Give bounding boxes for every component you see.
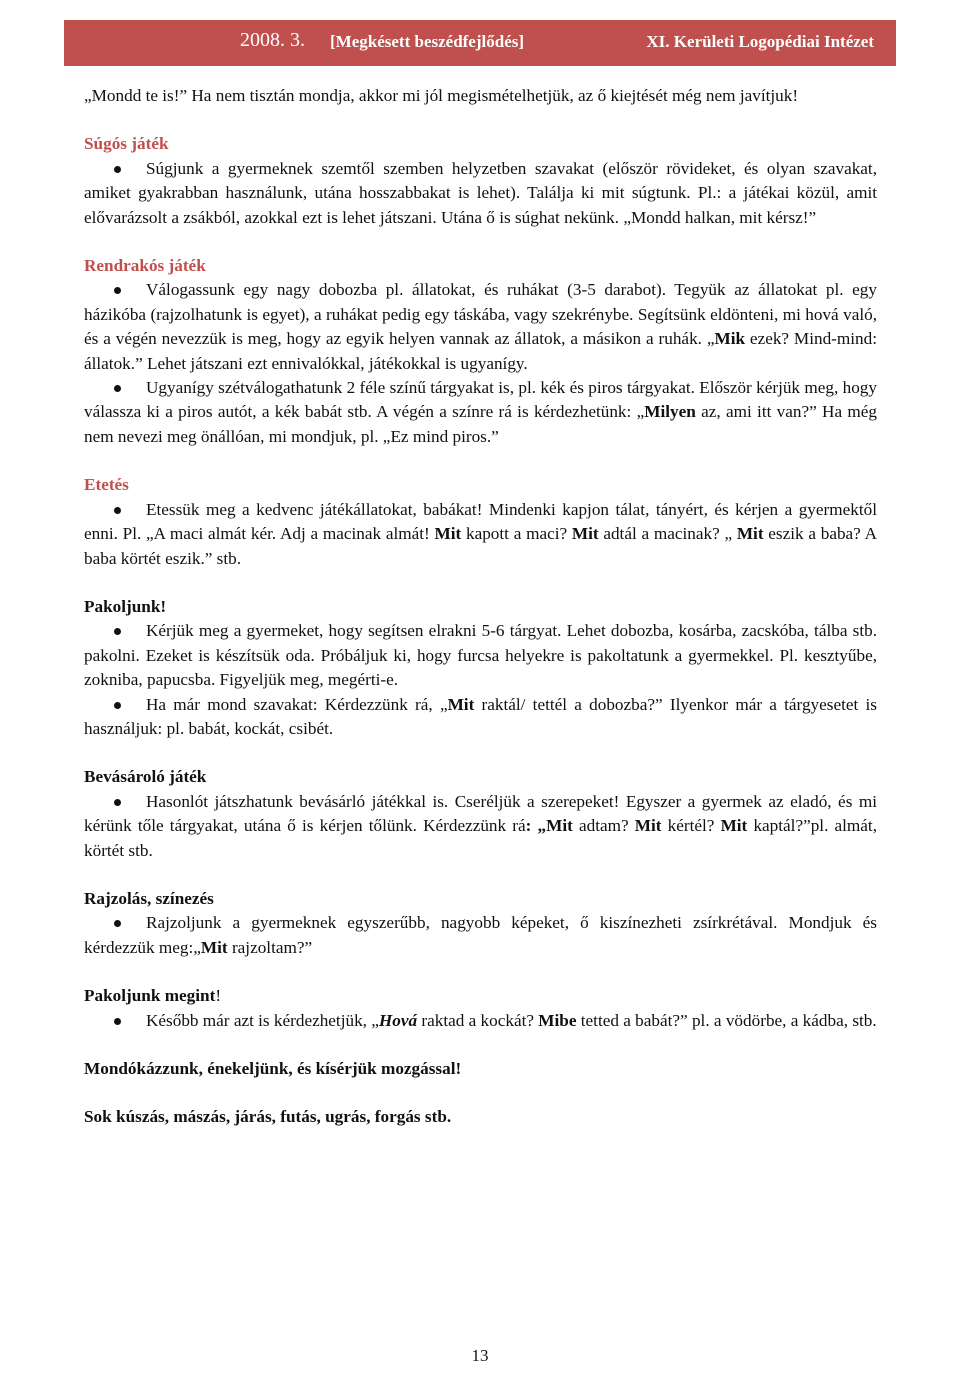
section-title-pakoljunk-megint: Pakoljunk megint! (84, 986, 222, 1006)
header-topic: [Megkésett beszédfejlődés] (330, 32, 525, 51)
section-title-sugos: Súgós játék (84, 134, 169, 154)
bullet-icon (114, 920, 121, 927)
section-title-etetes: Etetés (84, 475, 129, 495)
bullet-icon (114, 702, 121, 709)
list-item: Válogassunk egy nagy dobozba pl. állatokat, és ruhákat (3-5 darabot). Tegyük az állatokat pl. egy házikóba (rajzolhatunk is egyet), a ruhákat pedig egy táskába, vagy szekrénybe. Segítsünk eldönteni, mi hová való, és a végén nevezzük is meg, hogy az egyik helyen vannak az állatok, a másikon a ruhák. „Mik ezek? Mind-mind: állatok.” Lehet játszani ezt ennivalókkal, játékokkal is ugyanígy. (84, 280, 878, 373)
bullet-icon (114, 287, 121, 294)
page-number: 13 (471, 1346, 489, 1365)
document-body (84, 84, 877, 1130)
section-title-rajzolas: Rajzolás, színezés (84, 888, 214, 908)
list-item: Hasonlót játszhatunk bevásárló játékkal is. Cseréljük a szerepeket! Egyszer a gyermek az eladó, és mi kérünk tőle tárgyakat, utána ő is kérjen tőlünk. Kérdezzünk rá: „Mit adtam? Mit kértél? Mit kaptál?”pl. almát, körtét stb. (84, 791, 877, 860)
list-item: Ha már mond szavakat: Kérdezzünk rá, „Mit raktál/ tettél a dobozba?” Ilyenkor már a tárgyesetet is használjuk: pl. babát, kockát, csibét. (84, 694, 877, 738)
bullet-icon (114, 628, 121, 635)
bullet-icon (114, 166, 121, 173)
list-item: Kérjük meg a gyermeket, hogy segítsen elrakni 5-6 tárgyat. Lehet dobozba, kosárba, zacskóba, tálba stb. pakolni. Ezeket is készítsük oda. Próbáljuk ki, hogy furcsa helyekre is pakoltatunk a gyermekkel. Pl. kesztyűbe, zokniba, papucsba. Figyeljük meg, megérti-e. (84, 621, 877, 690)
bullet-icon (114, 799, 121, 806)
section-title-pakoljunk: Pakoljunk! (84, 596, 167, 616)
list-item: Később már azt is kérdezhetjük, „Hová raktad a kockát? Mibe tetted a babát?” pl. a vödörbe, a kádba, stb. (84, 1009, 877, 1033)
bullet-icon (114, 1018, 121, 1025)
page-header (64, 20, 896, 66)
list-item: Rajzoljunk a gyermeknek egyszerűbb, nagyobb képeket, ő kiszínezheti zsírkrétával. Mondjuk és kérdezzük meg:„Mit rajzoltam?” (84, 913, 877, 957)
closing-line-1: Mondókázzunk, énekeljünk, és kísérjük mozgással! (84, 1059, 462, 1078)
section-title-rendrakos: Rendrakós játék (84, 256, 206, 276)
header-year: 2008. 3. (240, 29, 305, 51)
intro-paragraph: „Mondd te is!” Ha nem tisztán mondja, akkor mi jól megismételhetjük, az ő kiejtését még nem javítjuk! (84, 86, 799, 105)
closing-line-2: Sok kúszás, mászás, járás, futás, ugrás, forgás stb. (84, 1107, 452, 1127)
list-item: Etessük meg a kedvenc játékállatokat, babákat! Mindenki kapjon tálat, tányért, és kérjen a gyermektől enni. Pl. „A maci almát kér. Adj a macinak almát! Mit kapott a maci? Mit adtál a macinak? „ Mit eszik a baba? A baba körtét eszik.” stb. (84, 499, 878, 568)
header-institution: XI. Kerületi Logopédiai Intézet (646, 32, 874, 51)
section-title-bevasarlo: Bevásároló játék (84, 767, 207, 787)
list-item: Súgjunk a gyermeknek szemtől szemben helyzetben szavakat (először rövideket, és olyan szavakat, amiket gyakrabban használunk, utána hosszabbakat is lehet). Találja ki mit súgtunk. Pl.: a játékai közül, amit elővarázsolt a zsákból, azokkal ezt is lehet játszani. Utána ő is súghat nekünk. „Mondd halkan, mit kérsz!” (84, 158, 877, 227)
bullet-icon (114, 385, 121, 392)
list-item: Ugyanígy szétválogathatunk 2 féle színű tárgyakat is, pl. kék és piros tárgyakat. Először kérjük meg, hogy válassza ki a piros autót, a kék babát stb. A végén a színre rá is kérdezhetünk: „Milyen az, ami itt van?” Ha még nem nevezi meg önállóan, mi mondjuk, pl. „Ez mind piros.” (84, 378, 877, 446)
bullet-icon (114, 507, 121, 514)
